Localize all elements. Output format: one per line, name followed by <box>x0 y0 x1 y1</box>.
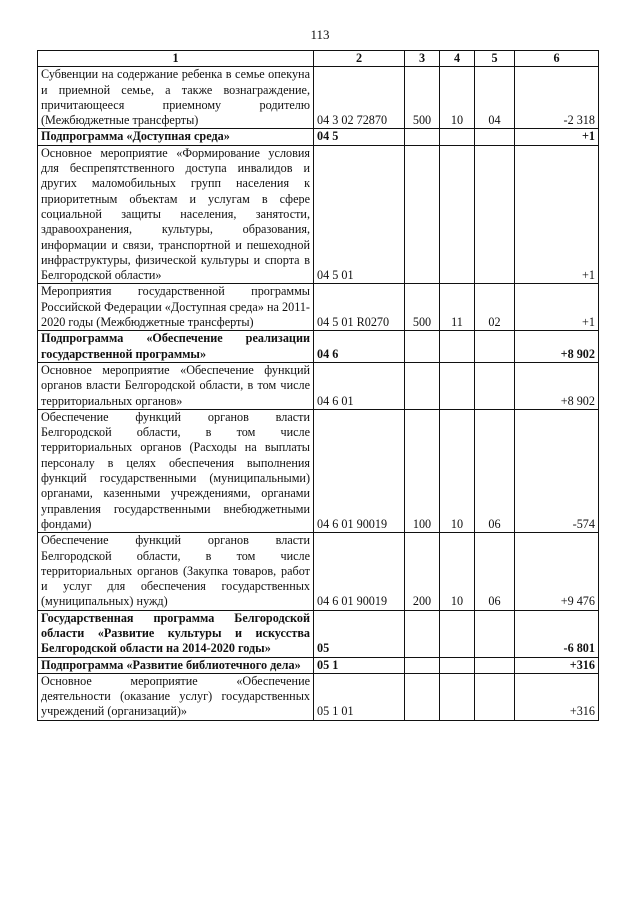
row-col-3 <box>405 362 440 409</box>
row-code: 04 5 <box>314 129 405 145</box>
row-amount: +1 <box>515 129 599 145</box>
row-col-3 <box>405 145 440 284</box>
row-col-3 <box>405 610 440 657</box>
row-description: Обеспечение функций органов власти Белгородской области, в том числе территориальных органов (Закупка товаров, работ и услуг для обеспечения государственных (муниципальных) нужд) <box>38 533 314 610</box>
row-amount: +8 902 <box>515 331 599 363</box>
row-code: 05 1 01 <box>314 673 405 720</box>
row-col-5: 06 <box>475 533 515 610</box>
row-col-4: 10 <box>440 533 475 610</box>
table-header-row <box>38 51 599 67</box>
row-code: 05 <box>314 610 405 657</box>
row-code: 05 1 <box>314 657 405 673</box>
row-col-4 <box>440 145 475 284</box>
row-col-4 <box>440 362 475 409</box>
row-code: 04 3 02 72870 <box>314 67 405 129</box>
budget-table <box>37 50 599 721</box>
header-col-1: 1 <box>38 51 314 67</box>
row-col-4 <box>440 657 475 673</box>
row-col-3 <box>405 129 440 145</box>
header-col-5: 5 <box>475 51 515 67</box>
table-row <box>38 657 599 673</box>
row-col-3 <box>405 673 440 720</box>
row-amount: +8 902 <box>515 362 599 409</box>
table-row <box>38 610 599 657</box>
row-code: 04 6 01 90019 <box>314 409 405 532</box>
table-row <box>38 533 599 610</box>
row-col-3: 500 <box>405 67 440 129</box>
table-row <box>38 362 599 409</box>
row-col-5 <box>475 610 515 657</box>
row-col-4 <box>440 129 475 145</box>
table-row <box>38 129 599 145</box>
row-col-4 <box>440 673 475 720</box>
page-number: 113 <box>310 27 330 42</box>
row-amount: +9 476 <box>515 533 599 610</box>
header-col-3: 3 <box>405 51 440 67</box>
row-description: Основное мероприятие «Формирование условия для беспрепятственного доступа инвалидов и других маломобильных групп населения к приоритетным объектам и услугам в сфере социальной защиты населения, занятости, здравоохранения, культуры, образования, информации и связи, транспортной и пешеходной инфраструктуры, физической культуры и спорта в Белгородской области» <box>38 145 314 284</box>
row-description: Обеспечение функций органов власти Белгородской области, в том числе территориальных органов (Расходы на выплаты персоналу в целях обеспечения выполнения функций государственными (муниципальными) органами, казенными учреждениями, органами управления государственными внебюджетными фондами) <box>38 409 314 532</box>
row-amount: +316 <box>515 657 599 673</box>
row-description: Подпрограмма «Обеспечение реализации государственной программы» <box>38 331 314 363</box>
row-col-3: 500 <box>405 284 440 331</box>
header-col-2: 2 <box>314 51 405 67</box>
table-body <box>38 67 599 720</box>
row-col-5: 02 <box>475 284 515 331</box>
row-col-3 <box>405 657 440 673</box>
row-code: 04 5 01 R0270 <box>314 284 405 331</box>
table-row <box>38 673 599 720</box>
row-code: 04 6 01 90019 <box>314 533 405 610</box>
row-col-5 <box>475 657 515 673</box>
row-amount: -2 318 <box>515 67 599 129</box>
row-description: Основное мероприятие «Обеспечение функций органов власти Белгородской области, в том числе территориальных органов» <box>38 362 314 409</box>
row-col-5: 04 <box>475 67 515 129</box>
row-col-4: 10 <box>440 67 475 129</box>
row-col-5 <box>475 145 515 284</box>
row-description: Мероприятия государственной программы Российской Федерации «Доступная среда» на 2011-2020 годы (Межбюджетные трансферты) <box>38 284 314 331</box>
table-row <box>38 67 599 129</box>
row-col-4: 11 <box>440 284 475 331</box>
row-code: 04 5 01 <box>314 145 405 284</box>
row-description: Подпрограмма «Развитие библиотечного дела» <box>38 657 314 673</box>
row-col-5 <box>475 362 515 409</box>
row-amount: -574 <box>515 409 599 532</box>
row-col-5 <box>475 331 515 363</box>
row-col-3: 100 <box>405 409 440 532</box>
row-col-3 <box>405 331 440 363</box>
table-row <box>38 409 599 532</box>
row-amount: +1 <box>515 145 599 284</box>
row-amount: +1 <box>515 284 599 331</box>
row-code: 04 6 01 <box>314 362 405 409</box>
header-col-6: 6 <box>515 51 599 67</box>
row-col-3: 200 <box>405 533 440 610</box>
row-col-4: 10 <box>440 409 475 532</box>
row-col-5: 06 <box>475 409 515 532</box>
table-row <box>38 331 599 363</box>
table-row <box>38 145 599 284</box>
row-description: Субвенции на содержание ребенка в семье опекуна и приемной семье, а также вознаграждение, причитающееся приемному родителю (Межбюджетные трансферты) <box>38 67 314 129</box>
row-amount: +316 <box>515 673 599 720</box>
row-description: Подпрограмма «Доступная среда» <box>38 129 314 145</box>
table-row <box>38 284 599 331</box>
row-code: 04 6 <box>314 331 405 363</box>
row-description: Основное мероприятие «Обеспечение деятельности (оказание услуг) государственных учреждений (организаций)» <box>38 673 314 720</box>
row-col-4 <box>440 331 475 363</box>
row-description: Государственная программа Белгородской области «Развитие культуры и искусства Белгородской области на 2014-2020 годы» <box>38 610 314 657</box>
row-amount: -6 801 <box>515 610 599 657</box>
row-col-5 <box>475 129 515 145</box>
row-col-4 <box>440 610 475 657</box>
row-col-5 <box>475 673 515 720</box>
header-col-4: 4 <box>440 51 475 67</box>
